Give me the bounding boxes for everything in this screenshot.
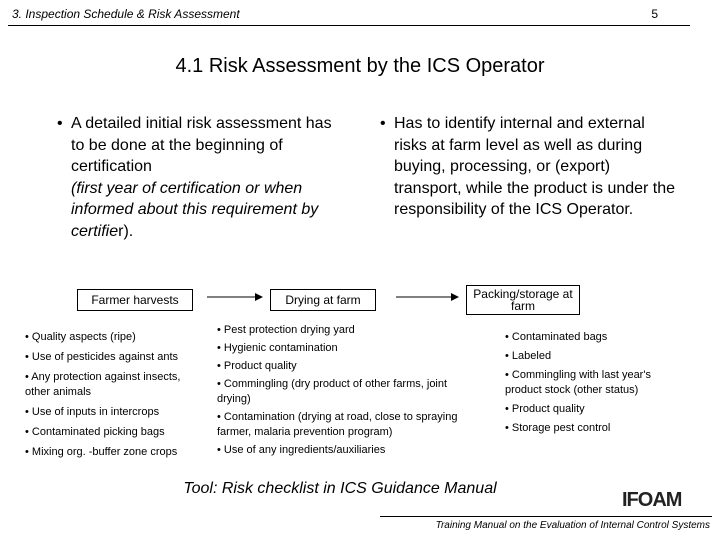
section-header: 3. Inspection Schedule & Risk Assessment	[12, 7, 240, 21]
bullet-symbol: •	[380, 115, 386, 132]
stage-drying-at-farm: Drying at farm	[270, 289, 376, 311]
stage-farmer-harvests: Farmer harvests	[77, 289, 193, 311]
list-item: • Any protection against insects, other animals	[25, 371, 181, 398]
list-item: • Commingling with last year's product stock (other status)	[505, 369, 651, 396]
list-item: • Use of pesticides against ants	[25, 351, 179, 363]
bullet-left-main: A detailed initial risk assessment has to be done at the beginning of certification	[71, 115, 332, 176]
list-item: • Use of any ingredients/auxiliaries	[217, 444, 386, 456]
bullet-left-note-3: ).	[123, 222, 134, 240]
bullet-left-note-2: r	[118, 222, 124, 240]
list-item: • Contaminated bags	[505, 331, 608, 343]
page-title: 4.1 Risk Assessment by the ICS Operator	[175, 55, 545, 77]
risk-list-packing-storage	[505, 330, 685, 440]
list-item: • Contamination (drying at road, close to spraying farmer, malaria prevention program)	[217, 411, 458, 438]
list-item: • Use of inputs in intercrops	[25, 406, 160, 418]
bullet-left-note-1: (first year of certification or when informed about this requirement by certifie	[71, 179, 319, 240]
list-item: • Mixing org. -buffer zone crops	[25, 446, 178, 458]
ifoam-logo	[622, 486, 694, 512]
list-item: • Hygienic contamination	[217, 342, 338, 354]
bullet-right-text: Has to identify internal and external risks at farm level as well as during buying, processing, or (export) transport, while the product is under the responsibility of the ICS Operator.	[394, 115, 676, 219]
list-item: • Labeled	[505, 350, 552, 362]
stage-packing-storage: Packing/storage at farm	[466, 285, 580, 315]
list-item: • Contaminated picking bags	[25, 426, 165, 438]
list-item: • Quality aspects (ripe)	[25, 331, 136, 343]
list-item: • Pest protection drying yard	[217, 324, 355, 336]
list-item: • Storage pest control	[505, 422, 611, 434]
footer-text: Training Manual on the Evaluation of Internal Control Systems	[435, 520, 710, 531]
list-item: • Product quality	[505, 403, 585, 415]
logo-text: IFOAM	[622, 489, 682, 511]
footer-divider	[380, 516, 712, 517]
page-number: 5	[651, 7, 658, 21]
bullet-symbol: •	[57, 115, 63, 132]
list-item: • Commingling (dry product of other farms, joint drying)	[217, 378, 448, 405]
tool-note: Tool: Risk checklist in ICS Guidance Manual	[183, 480, 497, 497]
risk-list-drying-at-farm	[217, 323, 482, 461]
list-item: • Product quality	[217, 360, 297, 372]
risk-list-farmer-harvests	[25, 330, 205, 465]
